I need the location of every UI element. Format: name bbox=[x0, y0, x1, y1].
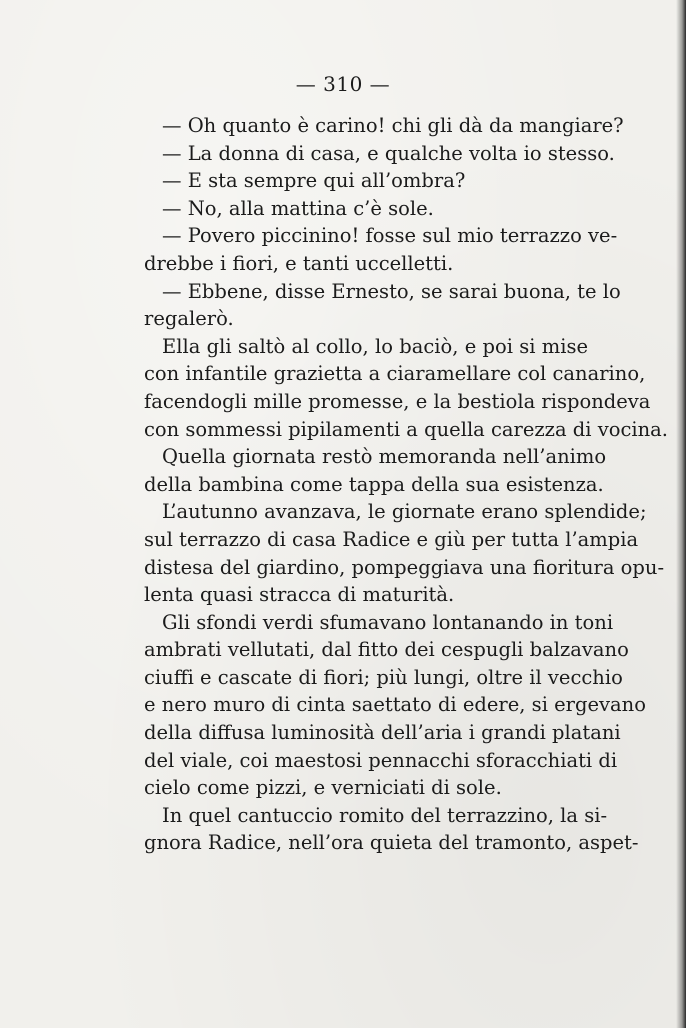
body-text bbox=[144, 112, 668, 857]
text-line: e nero muro di cinta saettato di edere, si ergevano bbox=[144, 693, 646, 717]
text-line: Ella gli saltò al collo, lo baciò, e poi si mise bbox=[162, 334, 588, 358]
text-line: Gli sfondi verdi sfumavano lontanando in toni bbox=[162, 610, 614, 634]
text-line: facendogli mille promesse, e la bestiola rispondeva bbox=[144, 389, 651, 413]
text-line: della diffusa luminosità dell’aria i grandi platani bbox=[144, 721, 621, 745]
text-line: — E sta sempre qui all’ombra? bbox=[162, 169, 466, 193]
text-line: L’autunno avanzava, le giornate erano splendide; bbox=[162, 500, 647, 524]
text-line: regalerò. bbox=[144, 307, 234, 331]
text-line: — Oh quanto è carino! chi gli dà da mangiare? bbox=[162, 114, 624, 137]
text-line: — No, alla mattina c’è sole. bbox=[162, 196, 434, 220]
text-line: della bambina come tappa della sua esistenza. bbox=[144, 472, 604, 496]
page-number: — 310 — bbox=[295, 72, 391, 96]
text-line: — Povero piccinino! fosse sul mio terrazzo ve- bbox=[162, 224, 618, 248]
text-line: cielo come pizzi, e verniciati di sole. bbox=[144, 776, 502, 800]
text-line: Quella giornata restò memoranda nell’animo bbox=[162, 445, 607, 469]
text-line: sul terrazzo di casa Radice e giù per tutta l’ampia bbox=[144, 527, 639, 551]
text-line: con infantile grazietta a ciaramellare col canarino, bbox=[144, 362, 646, 386]
text-line: del viale, coi maestosi pennacchi sforacchiati di bbox=[144, 748, 618, 772]
text-line: ciuffi e cascate di fiori; più lungi, oltre il vecchio bbox=[144, 665, 623, 689]
text-line: gnora Radice, nell’ora quieta del tramonto, aspet- bbox=[144, 831, 639, 855]
text-line: — La donna di casa, e qualche volta io stesso. bbox=[162, 141, 615, 165]
text-line: drebbe i fiori, e tanti uccelletti. bbox=[144, 251, 454, 275]
text-line: — Ebbene, disse Ernesto, se sarai buona, te lo bbox=[162, 279, 621, 303]
text-line: distesa del giardino, pompeggiava una fioritura opu- bbox=[144, 555, 665, 579]
text-line: In quel cantuccio romito del terrazzino, la si- bbox=[162, 803, 608, 827]
text-line: lenta quasi stracca di maturità. bbox=[144, 583, 455, 607]
text-line: ambrati vellutati, dal fitto dei cespugli balzavano bbox=[144, 638, 629, 662]
page-edge-shadow bbox=[676, 0, 686, 1028]
text-line: con sommessi pipilamenti a quella carezza di vocina. bbox=[144, 417, 668, 441]
